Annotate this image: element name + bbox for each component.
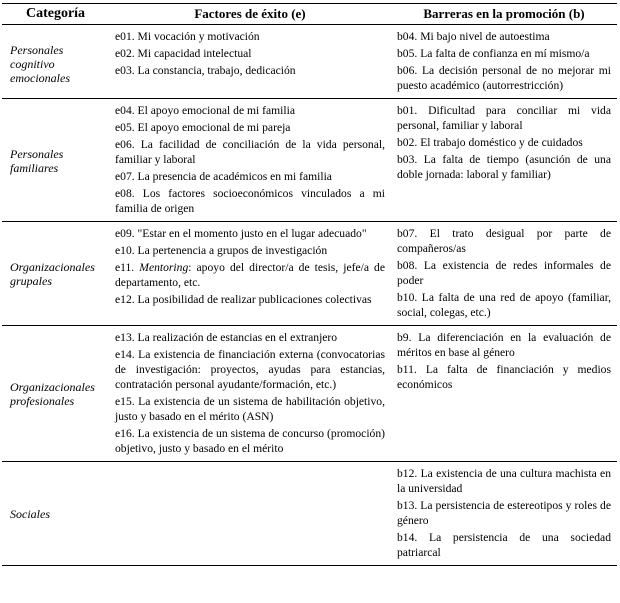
list-item: e02. Mi capacidad intelectual <box>115 47 252 60</box>
table-row <box>2 99 617 222</box>
list-item: e14. La existencia de financiación externa (convocatorias de investigación: proyectos, ayudas para estancias, contratación personal ayudante/formación, etc.) <box>115 348 385 391</box>
list-item: e13. La realización de estancias en el extranjero <box>115 331 338 344</box>
barriers-cell <box>391 25 617 99</box>
category-cell: Personales cognitivo emocionales <box>2 25 109 99</box>
list-item: e09. "Estar en el momento justo en el lugar adecuado" <box>115 227 367 240</box>
list-item: b05. La falta de confianza en mí mismo/a <box>397 47 590 60</box>
list-item: e01. Mi vocación y motivación <box>115 30 260 43</box>
table-row <box>2 25 617 99</box>
list-item: b9. La diferenciación en la evaluación de méritos en base al género <box>397 331 611 359</box>
list-item: b11. La falta de financiación y medios económicos <box>397 363 611 391</box>
success-factors-cell <box>109 326 391 462</box>
list-item: b03. La falta de tiempo (asunción de una doble jornada: laboral y familiar) <box>397 153 611 181</box>
table-row <box>2 222 617 326</box>
list-item: b02. El trabajo doméstico y de cuidados <box>397 136 583 149</box>
barriers-cell <box>391 326 617 462</box>
header-category: Categoría <box>2 4 109 25</box>
factors-barriers-table <box>2 3 617 566</box>
header-success-factors: Factores de éxito (e) <box>109 4 391 25</box>
list-item: b10. La falta de una red de apoyo (familiar, social, colegas, etc.) <box>397 291 611 319</box>
success-factors-cell <box>109 25 391 99</box>
list-item: e06. La facilidad de conciliación de la vida personal, familiar y laboral <box>115 138 385 166</box>
list-item: e05. El apoyo emocional de mi pareja <box>115 121 291 134</box>
list-item: e16. La existencia de un sistema de concurso (promoción) objetivo, justo y basado en el mérito <box>115 427 385 455</box>
success-factors-cell <box>109 222 391 326</box>
mentoring-term: Mentoring <box>139 261 189 274</box>
barriers-cell <box>391 462 617 566</box>
list-item: b07. El trato desigual por parte de compañeros/as <box>397 227 611 255</box>
category-cell: Organizacionales grupales <box>2 222 109 326</box>
list-item: e15. La existencia de un sistema de habilitación objetivo, justo y basado en el mérito (ASN) <box>115 395 385 423</box>
table-row <box>2 462 617 566</box>
list-item: b01. Dificultad para conciliar mi vida personal, familiar y laboral <box>397 104 611 132</box>
item-text: : apoyo del director/a de tesis, jefe/a de departamento, etc. <box>115 261 385 289</box>
list-item: e07. La presencia de académicos en mi familia <box>115 170 332 183</box>
list-item: e08. Los factores socioeconómicos vinculados a mi familia de origen <box>115 187 385 215</box>
table-header-row <box>2 4 617 25</box>
list-item: e04. El apoyo emocional de mi familia <box>115 104 295 117</box>
list-item: b14. La persistencia de una sociedad patriarcal <box>397 531 611 559</box>
list-item: b12. La existencia de una cultura machista en la universidad <box>397 467 611 495</box>
item-code: e11. <box>115 261 135 274</box>
header-barriers: Barreras en la promoción (b) <box>391 4 617 25</box>
list-item: b04. Mi bajo nivel de autoestima <box>397 30 550 43</box>
success-factors-cell <box>109 462 391 566</box>
list-item: b13. La persistencia de estereotipos y roles de género <box>397 499 611 527</box>
list-item: e10. La pertenencia a grupos de investigación <box>115 244 328 257</box>
list-item <box>115 260 385 290</box>
table-row <box>2 326 617 462</box>
list-item: e12. La posibilidad de realizar publicaciones colectivas <box>115 293 372 306</box>
list-item: b08. La existencia de redes informales de poder <box>397 259 611 287</box>
list-item: e03. La constancia, trabajo, dedicación <box>115 64 296 77</box>
category-cell: Personales familiares <box>2 99 109 222</box>
category-cell: Organizacionales profesionales <box>2 326 109 462</box>
barriers-cell <box>391 99 617 222</box>
success-factors-cell <box>109 99 391 222</box>
list-item: b06. La decisión personal de no mejorar mi puesto académico (autorrestricción) <box>397 64 611 92</box>
category-cell: Sociales <box>2 462 109 566</box>
barriers-cell <box>391 222 617 326</box>
